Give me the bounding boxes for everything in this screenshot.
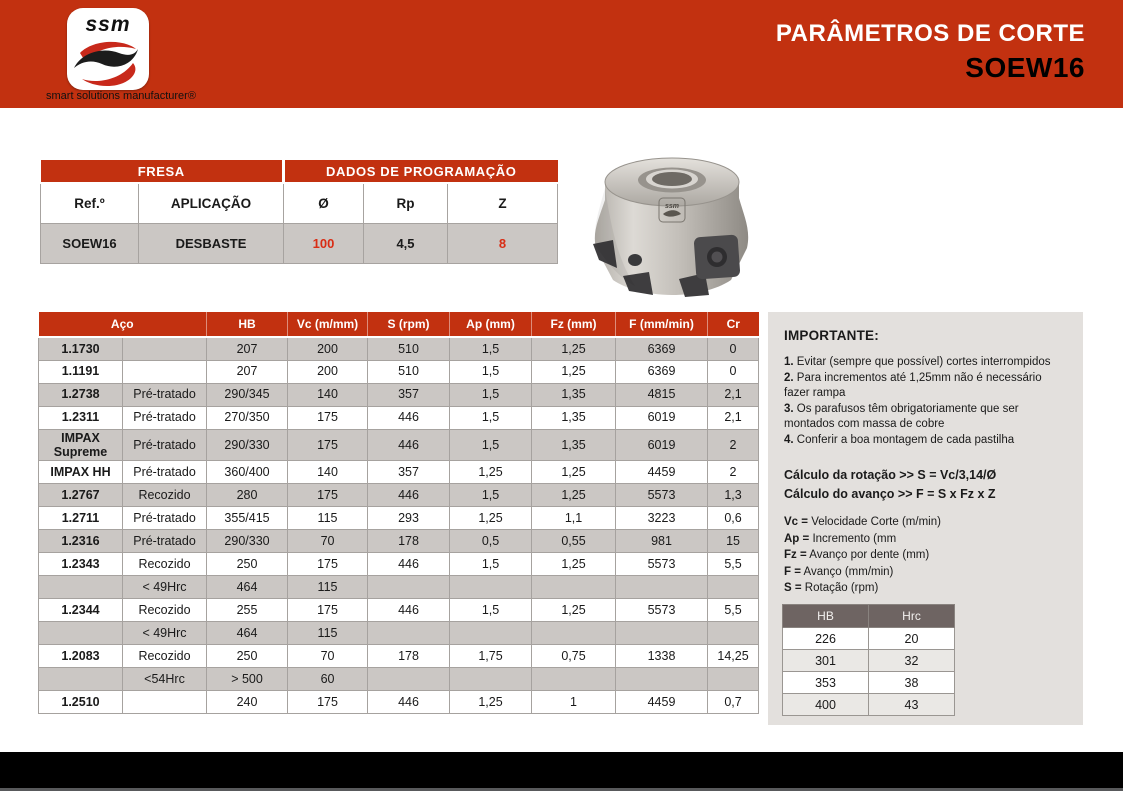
ssm-logo [67,8,149,90]
table-row [39,406,759,429]
fz-cell: 1,25 [532,461,616,484]
f-cell: 981 [616,530,708,553]
col-fz: Fz (mm) [532,312,616,337]
condition-cell [123,691,207,714]
col-rp: Rp [364,183,448,223]
condition-cell: Pré-tratado [123,530,207,553]
note-text: Os parafusos têm obrigatoriamente que ser montados com massa de cobre [784,403,1019,430]
legend-text: Rotação (rpm) [804,582,879,594]
steel-name-cell: 1.2510 [39,691,123,714]
col-hrc-mini: Hrc [869,605,955,628]
fz-cell: 1 [532,691,616,714]
table-row [39,461,759,484]
condition-cell: Pré-tratado [123,461,207,484]
hb-cell: > 500 [207,668,288,691]
condition-cell: < 49Hrc [123,622,207,645]
fz-cell: 0,55 [532,530,616,553]
cr-cell: 15 [708,530,759,553]
ap-cell: 1,5 [450,406,532,429]
f-cell: 5573 [616,599,708,622]
cr-cell: 5,5 [708,553,759,576]
hb-value: 301 [783,650,869,672]
f-cell: 5573 [616,484,708,507]
ap-cell: 1,5 [450,383,532,406]
steel-name-cell: 1.2316 [39,530,123,553]
ap-cell: 1,5 [450,360,532,383]
vc-cell: 70 [288,530,368,553]
note-text: Conferir a boa montagem de cada pastilha [796,434,1015,446]
f-cell [616,668,708,691]
vc-cell: 115 [288,507,368,530]
vc-cell: 175 [288,599,368,622]
table-row [39,530,759,553]
cr-cell: 0 [708,337,759,360]
legend-list [784,514,1067,597]
hb-cell: 290/330 [207,429,288,461]
page-subtitle: SOEW16 [965,52,1085,83]
s-cell: 446 [368,406,450,429]
f-cell: 6019 [616,429,708,461]
table-row [39,360,759,383]
s-cell: 446 [368,484,450,507]
legend-item [784,531,1067,548]
col-diametro: Ø [284,183,364,223]
f-cell [616,622,708,645]
steel-name-cell [39,668,123,691]
cr-cell: 2 [708,429,759,461]
s-cell [368,668,450,691]
ap-cell [450,668,532,691]
group-dados-programacao: DADOS DE PROGRAMAÇÃO [284,160,558,183]
table-row [783,628,955,650]
milling-cutter-photo [583,148,761,308]
legend-code: Fz = [784,549,807,561]
table-row [39,383,759,406]
s-cell: 510 [368,360,450,383]
cr-cell: 2,1 [708,383,759,406]
condition-cell: Recozido [123,553,207,576]
col-hb-mini: HB [783,605,869,628]
vc-cell: 115 [288,576,368,599]
vc-cell: 70 [288,645,368,668]
cr-cell [708,576,759,599]
note-text: Evitar (sempre que possível) cortes interrompidos [796,356,1051,368]
cr-cell [708,668,759,691]
steel-name-cell: IMPAX Supreme [39,429,123,461]
s-cell [368,576,450,599]
hardness-table-body [783,628,955,716]
vc-cell: 200 [288,360,368,383]
vc-cell: 175 [288,429,368,461]
s-cell: 357 [368,461,450,484]
steel-name-cell: 1.2738 [39,383,123,406]
ssm-swoosh-icon [72,37,144,87]
s-cell: 446 [368,599,450,622]
legend-code: Ap = [784,532,810,545]
col-aco: Aço [39,312,207,337]
vc-cell: 115 [288,622,368,645]
hardness-table [782,604,955,716]
vc-cell: 200 [288,337,368,360]
steel-name-cell [39,622,123,645]
condition-cell: <54Hrc [123,668,207,691]
ssm-logo-text: ssm [85,13,131,36]
f-cell: 6369 [616,337,708,360]
important-title: IMPORTANTE: [784,328,879,343]
legend-code: S = [784,582,802,594]
s-cell: 446 [368,429,450,461]
group-fresa: FRESA [41,160,284,183]
tool-ref: SOEW16 [41,223,139,263]
note-number: 3. [784,403,794,415]
f-cell: 6369 [616,360,708,383]
legend-text: Velocidade Corte (m/min) [811,516,941,528]
table-row [783,672,955,694]
table-row [39,337,759,360]
hrc-value: 38 [869,672,955,694]
f-cell: 4459 [616,691,708,714]
table-row [39,553,759,576]
ap-cell: 1,5 [450,484,532,507]
condition-cell: Recozido [123,645,207,668]
cr-cell: 5,5 [708,599,759,622]
steel-table-body [39,337,759,714]
table-row [39,645,759,668]
ap-cell: 1,5 [450,337,532,360]
steel-table-header [39,312,759,337]
fz-cell [532,622,616,645]
formula-line: Cálculo do avanço >> F = S x Fz x Z [784,487,996,501]
steel-name-cell: 1.2344 [39,599,123,622]
hb-cell: 464 [207,622,288,645]
col-aplicacao: APLICAÇÃO [139,183,284,223]
vc-cell: 175 [288,406,368,429]
tool-z: 8 [448,223,558,263]
vc-cell: 175 [288,484,368,507]
ap-cell [450,622,532,645]
cr-cell: 0,7 [708,691,759,714]
cr-cell [708,622,759,645]
legend-text: Avanço (mm/min) [803,565,894,578]
f-cell: 1338 [616,645,708,668]
s-cell: 510 [368,337,450,360]
note-item [784,371,1067,401]
s-cell: 293 [368,507,450,530]
tool-rp: 4,5 [364,223,448,263]
fz-cell: 1,25 [532,599,616,622]
steel-name-cell: 1.2711 [39,507,123,530]
col-vc: Vc (m/mm) [288,312,368,337]
table-row [39,622,759,645]
fz-cell: 1,25 [532,553,616,576]
col-z: Z [448,183,558,223]
steel-parameters-table [38,312,759,714]
steel-name-cell [39,576,123,599]
cr-cell: 14,25 [708,645,759,668]
vc-cell: 140 [288,383,368,406]
steel-name-cell: 1.2083 [39,645,123,668]
ap-cell: 1,5 [450,429,532,461]
col-ap: Ap (mm) [450,312,532,337]
hb-value: 400 [783,694,869,716]
table-row [39,691,759,714]
cr-cell: 2 [708,461,759,484]
hb-cell: 255 [207,599,288,622]
col-cr: Cr [708,312,759,337]
hb-cell: 355/415 [207,507,288,530]
hb-cell: 464 [207,576,288,599]
note-number: 2. [784,372,794,384]
fz-cell: 1,1 [532,507,616,530]
steel-name-cell: 1.2343 [39,553,123,576]
col-s: S (rpm) [368,312,450,337]
hb-value: 226 [783,628,869,650]
formula-line: Cálculo da rotação >> S = Vc/3,14/Ø [784,468,997,482]
tool-aplicacao: DESBASTE [139,223,284,263]
legend-item [784,547,1067,564]
f-cell: 4815 [616,383,708,406]
table-row [39,484,759,507]
hardness-table-header [783,605,955,628]
note-item [784,402,1067,432]
note-number: 1. [784,356,794,368]
formulas-list [784,466,1067,504]
condition-cell: Pré-tratado [123,383,207,406]
important-panel [768,312,1083,725]
cr-cell: 0 [708,360,759,383]
steel-name-cell: 1.1191 [39,360,123,383]
hb-cell: 250 [207,553,288,576]
s-cell: 178 [368,645,450,668]
table-row [783,694,955,716]
hrc-value: 43 [869,694,955,716]
fz-cell: 1,25 [532,360,616,383]
col-f: F (mm/min) [616,312,708,337]
f-cell: 4459 [616,461,708,484]
condition-cell [123,337,207,360]
header-bar [0,0,1123,108]
hb-cell: 290/345 [207,383,288,406]
f-cell: 3223 [616,507,708,530]
legend-item [784,564,1067,581]
tool-table [40,160,558,264]
cr-cell: 1,3 [708,484,759,507]
steel-name-cell: 1.2767 [39,484,123,507]
s-cell: 446 [368,691,450,714]
s-cell: 357 [368,383,450,406]
table-row [783,650,955,672]
footer-bar [0,752,1123,791]
ap-cell [450,576,532,599]
hb-cell: 207 [207,337,288,360]
table-row [39,668,759,691]
table-row [39,429,759,461]
note-text: Para incrementos até 1,25mm não é necessário fazer rampa [784,372,1042,399]
col-ref: Ref.º [41,183,139,223]
fz-cell: 1,35 [532,383,616,406]
hb-cell: 360/400 [207,461,288,484]
condition-cell: Pré-tratado [123,406,207,429]
condition-cell: < 49Hrc [123,576,207,599]
f-cell: 6019 [616,406,708,429]
hb-cell: 240 [207,691,288,714]
table-row [39,599,759,622]
table-row [39,576,759,599]
hb-value: 353 [783,672,869,694]
ap-cell: 0,5 [450,530,532,553]
legend-item [784,580,1067,597]
f-cell [616,576,708,599]
s-cell: 446 [368,553,450,576]
cr-cell: 0,6 [708,507,759,530]
tool-table-column-header [41,183,558,223]
s-cell [368,622,450,645]
hb-cell: 280 [207,484,288,507]
legend-text: Avanço por dente (mm) [809,549,930,561]
fz-cell: 1,35 [532,406,616,429]
ap-cell: 1,25 [450,507,532,530]
condition-cell: Recozido [123,599,207,622]
fz-cell: 1,35 [532,429,616,461]
steel-name-cell: IMPAX HH [39,461,123,484]
logo-tagline: smart solutions manufacturer® [46,90,196,102]
steel-name-cell: 1.1730 [39,337,123,360]
fz-cell: 0,75 [532,645,616,668]
note-item [784,433,1067,448]
svg-text:ssm: ssm [664,203,680,210]
condition-cell: Pré-tratado [123,429,207,461]
ap-cell: 1,25 [450,461,532,484]
fz-cell [532,576,616,599]
vc-cell: 140 [288,461,368,484]
fz-cell: 1,25 [532,337,616,360]
vc-cell: 175 [288,691,368,714]
col-hb: HB [207,312,288,337]
hb-cell: 250 [207,645,288,668]
legend-code: Vc = [784,516,808,528]
ap-cell: 1,5 [450,553,532,576]
f-cell: 5573 [616,553,708,576]
notes-list [784,355,1067,448]
hrc-value: 32 [869,650,955,672]
note-number: 4. [784,434,794,446]
table-row [39,507,759,530]
tool-diametro: 100 [284,223,364,263]
legend-item [784,514,1067,531]
hb-cell: 270/350 [207,406,288,429]
hb-cell: 290/330 [207,530,288,553]
tool-row [41,223,558,263]
vc-cell: 175 [288,553,368,576]
s-cell: 178 [368,530,450,553]
hb-cell: 207 [207,360,288,383]
note-item [784,355,1067,370]
condition-cell [123,360,207,383]
fz-cell: 1,25 [532,484,616,507]
ap-cell: 1,5 [450,599,532,622]
vc-cell: 60 [288,668,368,691]
fz-cell [532,668,616,691]
cr-cell: 2,1 [708,406,759,429]
tool-table-group-header [41,160,558,183]
ap-cell: 1,75 [450,645,532,668]
legend-text: Incremento (mm [812,532,897,545]
condition-cell: Recozido [123,484,207,507]
condition-cell: Pré-tratado [123,507,207,530]
steel-name-cell: 1.2311 [39,406,123,429]
ap-cell: 1,25 [450,691,532,714]
hrc-value: 20 [869,628,955,650]
legend-code: F = [784,565,801,578]
page-title: PARÂMETROS DE CORTE [775,20,1085,47]
